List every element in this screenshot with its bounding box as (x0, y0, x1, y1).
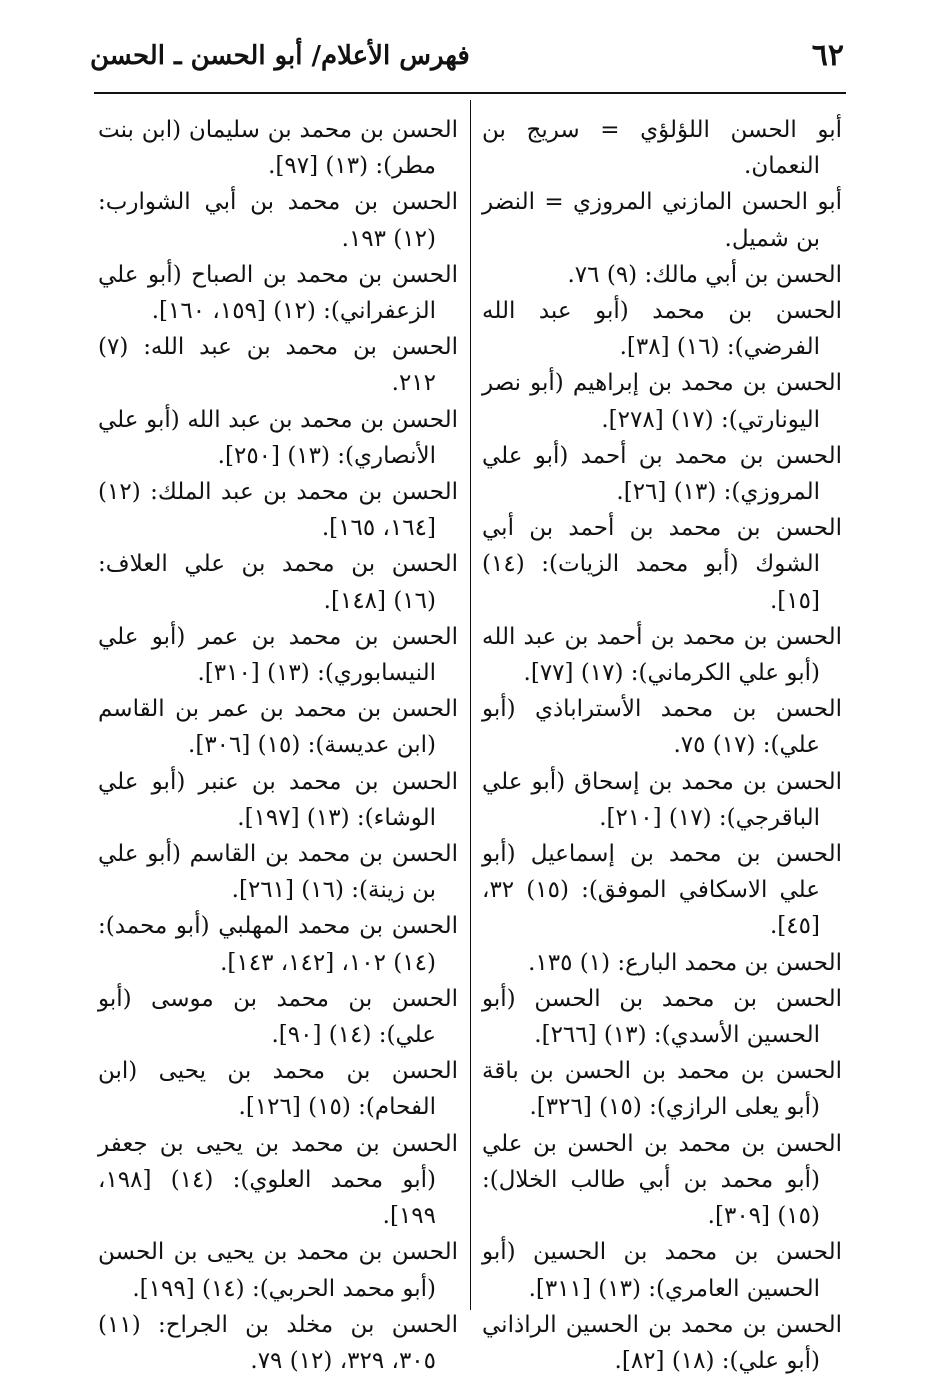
index-entry: أبو الحسن المازني المروزي = النضر بن شميل. (482, 189, 842, 252)
index-entry: الحسن بن محمد بن أحمد بن عبد الله (أبو علي الكرماني): (١٧) [٧٧]. (482, 623, 842, 687)
index-entry: الحسن بن محمد بن سليمان (ابن بنت مطر): (١٣) [٩٧]. (98, 117, 458, 180)
index-entry: الحسن بن محمد بن عبد الملك: (١٢) [١٦٤، ١٦٥]. (98, 479, 458, 542)
index-entry: الحسن بن محمد بن الصباح (أبو علي الزعفراني): (١٢) [١٥٩، ١٦٠]. (98, 261, 458, 325)
index-entry: الحسن بن محمد بن أحمد بن أبي الشوك (أبو محمد الزيات): (١٤) [١٥]. (482, 515, 842, 614)
index-entry: الحسن بن محمد بن إسحاق (أبو علي الباقرجي): (١٧) [٢١٠]. (482, 768, 842, 831)
index-entry: الحسن بن محمد بن الحسن بن باقة (أبو يعلى الرازي): (١٥) [٣٢٦]. (482, 1058, 842, 1121)
index-entry: الحسن بن محمد بن عمر بن القاسم (ابن عديسة): (١٥) [٣٠٦]. (98, 696, 458, 759)
index-entry: الحسن بن محمد بن إبراهيم (أبو نصر اليونارتي): (١٧) [٢٧٨]. (482, 370, 842, 433)
index-entry: الحسن بن محمد (أبو عبد الله الفرضي): (١٦) [٣٨]. (482, 298, 842, 361)
column-divider (470, 100, 471, 1310)
index-column-left (98, 112, 458, 1379)
index-entry: الحسن بن محمد بن الحسين (أبو الحسين العامري): (١٣) [٣١١]. (482, 1239, 842, 1302)
index-entry: الحسن بن محمد بن الحسين الراذاني (أبو علي): (١٨) [٨٢]. (482, 1311, 842, 1374)
page-header (90, 36, 844, 80)
index-entry: الحسن بن محمد بن أبي الشوارب: (١٢) ١٩٣. (98, 189, 458, 252)
index-entry: الحسن بن محمد المهلبي (أبو محمد): (١٤) ١٠٢، [١٤٢، ١٤٣]. (98, 913, 458, 976)
index-entry: الحسن بن محمد بن يحيى بن الحسن (أبو محمد الحربي): (١٤) [١٩٩]. (98, 1239, 458, 1302)
index-entry: الحسن بن محمد بن علي العلاف: (١٦) [١٤٨]. (98, 551, 458, 614)
running-title: فهرس الأعلام/ أبو الحسن ـ الحسن (90, 41, 470, 71)
header-rule (94, 92, 846, 94)
index-entry: الحسن بن محمد بن إسماعيل (أبو علي الاسكافي الموفق): (١٥) ٣٢، [٤٥]. (482, 841, 842, 940)
index-entry: الحسن بن محمد بن أحمد (أبو علي المروزي): (١٣) [٢٦]. (482, 442, 842, 506)
index-entry: أبو الحسن اللؤلؤي = سريج بن النعمان. (482, 117, 842, 180)
index-entry: الحسن بن محمد بن عنبر (أبو علي الوشاء): (١٣) [١٩٧]. (98, 768, 458, 831)
index-entry: الحسن بن محمد بن عبد الله: (٧) ٢١٢. (98, 334, 458, 397)
index-entry: الحسن بن محمد بن يحيى بن جعفر (أبو محمد العلوي): (١٤) [١٩٨، ١٩٩]. (98, 1130, 458, 1230)
index-entry: الحسن بن محمد بن عبد الله (أبو علي الأنصاري): (١٣) [٢٥٠]. (98, 406, 458, 469)
index-column-right (482, 112, 842, 1379)
page-number: ٦٢ (811, 38, 844, 73)
index-entry: الحسن بن محمد البارع: (١) ١٣٥. (528, 949, 842, 976)
index-entry: الحسن بن أبي مالك: (٩) ٧٦. (567, 261, 842, 288)
index-entry: الحسن بن محمد بن عمر (أبو علي النيسابوري): (١٣) [٣١٠]. (98, 623, 458, 687)
index-entry: الحسن بن مخلد بن الجراح: (١١) ٣٠٥، ٣٢٩، (١٢) ٧٩. (98, 1311, 458, 1374)
index-entry: الحسن بن محمد بن يحيى (ابن الفحام): (١٥) [١٢٦]. (98, 1058, 458, 1121)
index-entry: الحسن بن محمد بن موسى (أبو علي): (١٤) [٩٠]. (98, 985, 458, 1049)
index-entry: الحسن بن محمد الأستراباذي (أبو علي): (١٧) ٧٥. (482, 696, 842, 759)
index-entry: الحسن بن محمد بن الحسن بن علي (أبو محمد بن أبي طالب الخلال): (١٥) [٣٠٩]. (482, 1130, 842, 1230)
index-entry: الحسن بن محمد بن القاسم (أبو علي بن زينة): (١٦) [٢٦١]. (98, 841, 458, 904)
index-entry: الحسن بن محمد بن الحسن (أبو الحسين الأسدي): (١٣) [٢٦٦]. (482, 985, 842, 1049)
